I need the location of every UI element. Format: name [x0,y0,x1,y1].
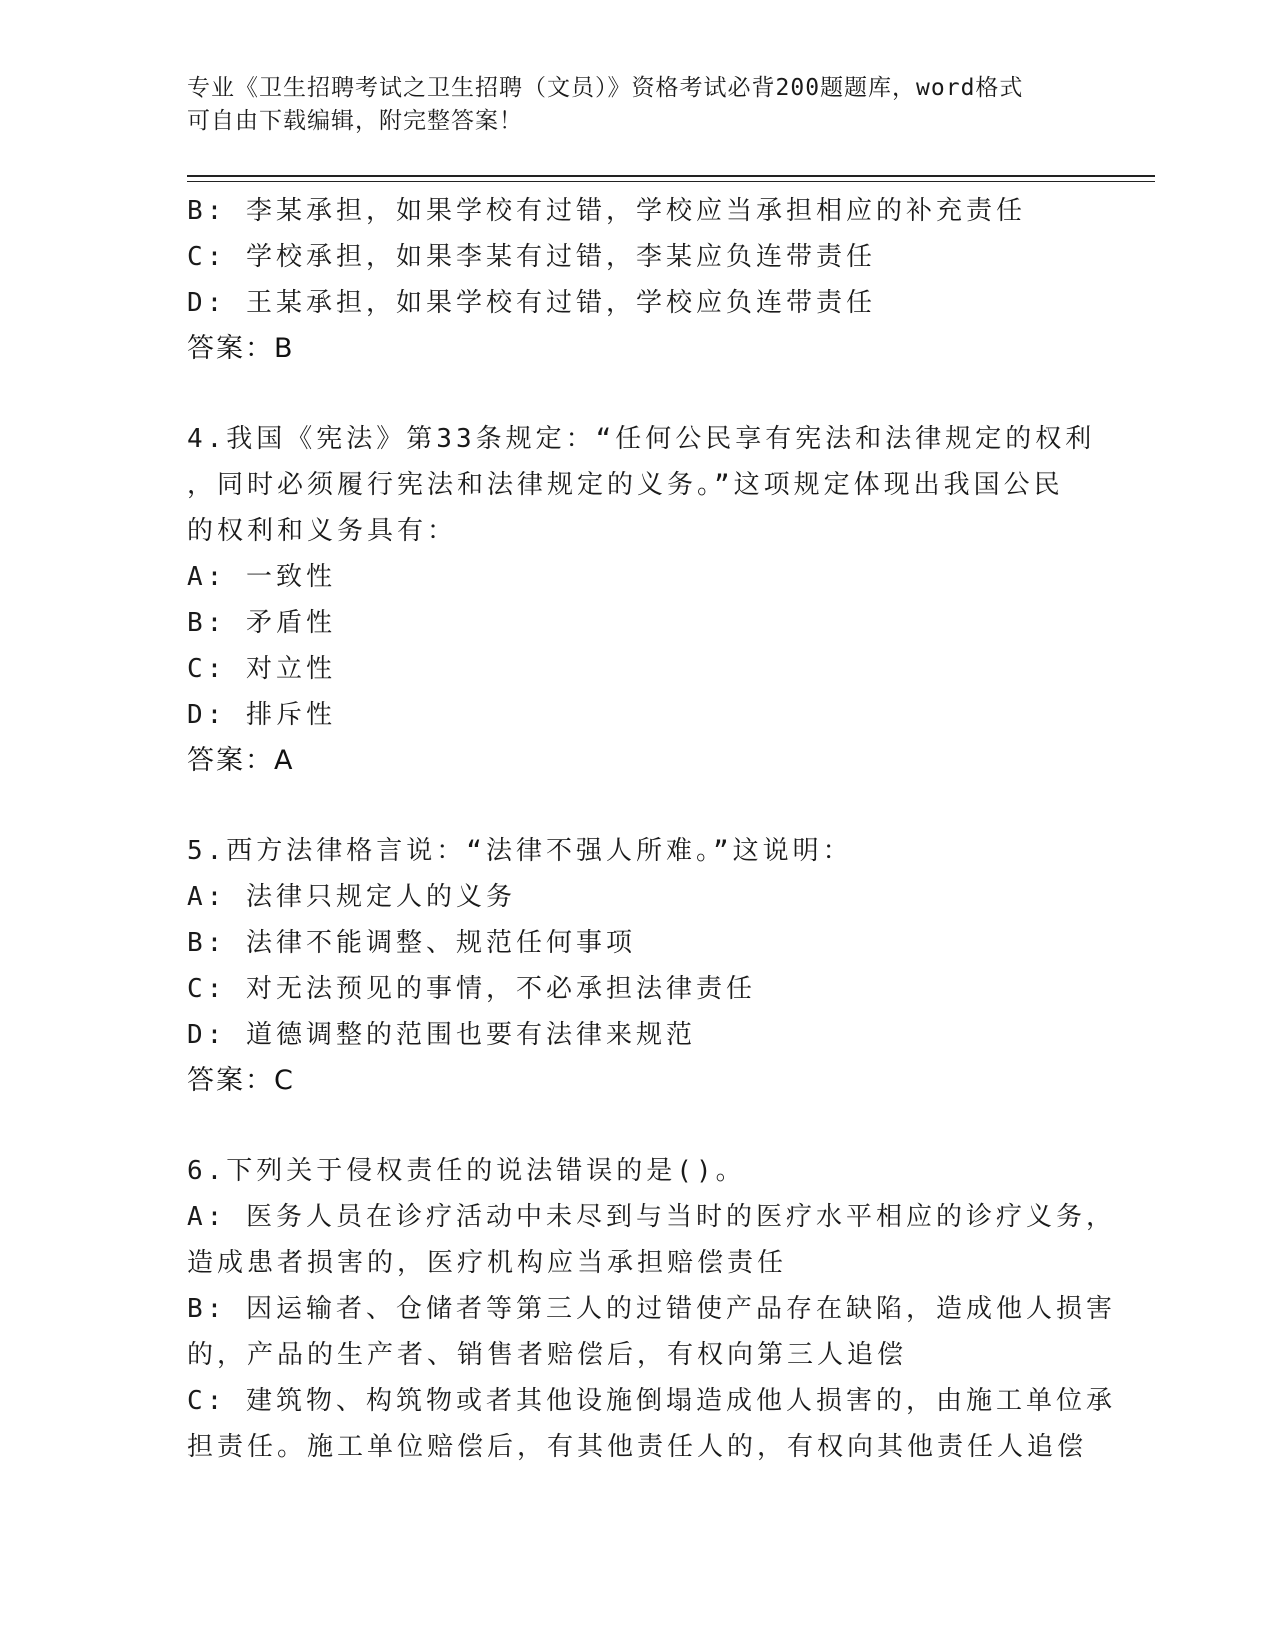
question-spacer [187,372,1107,416]
question-4-option-b: B: 矛盾性 [187,608,336,638]
question-6-option-b-line-1: B: 因运输者、仓储者等第三人的过错使产品存在缺陷，造成他人损害 [187,1294,1116,1324]
question-6 [187,1148,1116,1470]
question-4-answer: 答案：A [187,745,295,776]
question-spacer [187,1104,1107,1148]
question-4-stem-line-2: ，同时必须履行宪法和法律规定的义务。”这项规定体现出我国公民 [187,470,1064,500]
question-6-option-c-line-2: 担责任。施工单位赔偿后，有其他责任人的，有权向其他责任人追偿 [187,1432,1088,1462]
question-3-option-b: B: 李某承担，如果学校有过错，学校应当承担相应的补充责任 [187,196,1026,226]
question-3 [187,188,1107,372]
question-5-option-c: C: 对无法预见的事情，不必承担法律责任 [187,974,756,1004]
question-5-answer: 答案：C [187,1065,295,1096]
question-6-option-a-line-2: 造成患者损害的，医疗机构应当承担赔偿责任 [187,1248,788,1278]
header-title-line-1: 专业《卫生招聘考试之卫生招聘（文员）》资格考试必背200题题库，word格式 [187,75,1024,101]
question-list [187,188,1116,1470]
question-4-option-a: A: 一致性 [187,562,336,592]
question-5-option-d: D: 道德调整的范围也要有法律来规范 [187,1020,696,1050]
question-5-option-a: A: 法律只规定人的义务 [187,882,516,912]
question-4-stem-line-1: 4.我国《宪法》第33条规定：“任何公民享有宪法和法律规定的权利 [187,424,1096,454]
question-5-option-b: B: 法律不能调整、规范任何事项 [187,928,636,958]
question-4 [187,416,1107,784]
question-6-option-b-line-2: 的，产品的生产者、销售者赔偿后，有权向第三人追偿 [187,1340,908,1370]
header-divider-thin [187,181,1155,182]
question-spacer [187,784,1107,828]
question-3-answer: 答案：B [187,333,295,364]
question-6-option-c-line-1: C: 建筑物、构筑物或者其他设施倒塌造成他人损害的，由施工单位承 [187,1386,1116,1416]
question-5-stem: 5.西方法律格言说：“法律不强人所难。”这说明： [187,836,853,866]
question-3-option-d: D: 王某承担，如果学校有过错，学校应负连带责任 [187,288,876,318]
question-4-option-c: C: 对立性 [187,654,336,684]
question-6-stem: 6.下列关于侵权责任的说法错误的是()。 [187,1156,746,1186]
question-4-stem-line-3: 的权利和义务具有： [187,516,458,546]
question-6-option-a-line-1: A: 医务人员在诊疗活动中未尽到与当时的医疗水平相应的诊疗义务， [187,1202,1116,1232]
question-3-option-c: C: 学校承担，如果李某有过错，李某应负连带责任 [187,242,876,272]
header-divider-thick [187,175,1155,177]
document-header [187,72,1067,138]
question-5 [187,828,1107,1104]
question-4-option-d: D: 排斥性 [187,700,336,730]
header-title-line-2: 可自由下载编辑，附完整答案！ [187,108,523,134]
